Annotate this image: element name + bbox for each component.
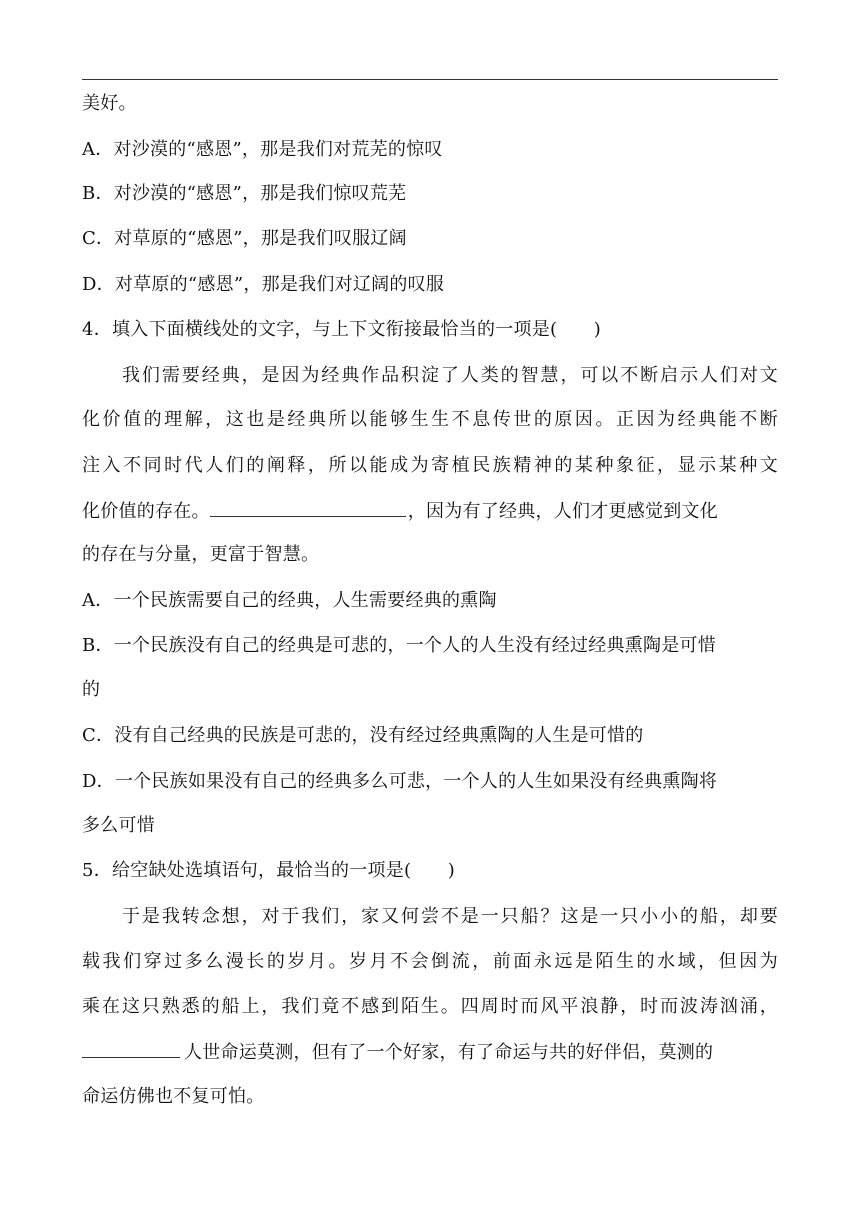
q5-passage-line-with-blank [82,1041,782,1064]
q4-option-b: B．一个民族没有自己的经典是可悲的，一个人的人生没有经过经典熏陶是可惜 [82,635,716,656]
q3-option-d: D．对草原的“感恩”，那是我们对辽阔的叹服 [82,274,445,295]
header-rule [82,79,778,80]
q4-passage-text: ，因为有了经典，人们才更感觉到文化 [407,501,718,522]
q5-passage-text: 人世命运莫测，但有了一个好家，有了命运与共的好伴侣，莫测的 [184,1042,714,1063]
q5-answer-blank [82,1041,180,1058]
q5-stem: 5．给空缺处选填语句，最恰当的一项是( ) [82,860,455,881]
q4-stem: 4．填入下面横线处的文字，与上下文衔接最恰当的一项是( ) [82,319,601,340]
q4-option-c: C．没有自己经典的民族是可悲的，没有经过经典熏陶的人生是可惜的 [82,725,644,746]
q4-option-b-continued: 的 [82,679,101,700]
q4-option-d-continued: 多么可惜 [82,815,155,836]
q4-option-d: D．一个民族如果没有自己的经典多么可悲，一个人的人生如果没有经典熏陶将 [82,771,718,792]
q5-passage-line: 载我们穿过多么漫长的岁月。岁月不会倒流，前面永远是陌生的水域，但因为 [82,951,778,972]
q3-continuation-text: 美好。 [82,93,137,114]
q4-passage-line: 的存在与分量，更富于智慧。 [82,544,320,565]
q4-answer-blank [210,500,406,517]
q3-option-b: B．对沙漠的“感恩”，那是我们惊叹荒芜 [82,183,407,204]
q5-passage-line: 于是我转念想，对于我们，家又何尝不是一只船？这是一只小小的船，却要 [122,906,778,927]
q3-option-a: A．对沙漠的“感恩”，那是我们对荒芜的惊叹 [82,139,443,160]
q5-passage-line: 乘在这只熟悉的船上，我们竟不感到陌生。四周时而风平浪静，时而波涛汹涌， [82,996,778,1017]
q4-passage-line: 我们需要经典，是因为经典作品积淀了人类的智慧，可以不断启示人们对文 [122,365,778,386]
q4-passage-line: 化价值的理解，这也是经典所以能够生生不息传世的原因。正因为经典能不断 [82,409,778,430]
q4-option-a: A．一个民族需要自己的经典，人生需要经典的熏陶 [82,590,497,611]
q5-passage-line: 命运仿佛也不复可怕。 [82,1086,265,1107]
q3-option-c: C．对草原的“感恩”，那是我们叹服辽阔 [82,228,407,249]
q4-passage-line: 注入不同时代人们的阐释，所以能成为寄植民族精神的某种象征，显示某种文 [82,455,778,476]
q4-passage-text: 化价值的存在。 [82,501,210,522]
q4-passage-line-with-blank [82,500,782,523]
